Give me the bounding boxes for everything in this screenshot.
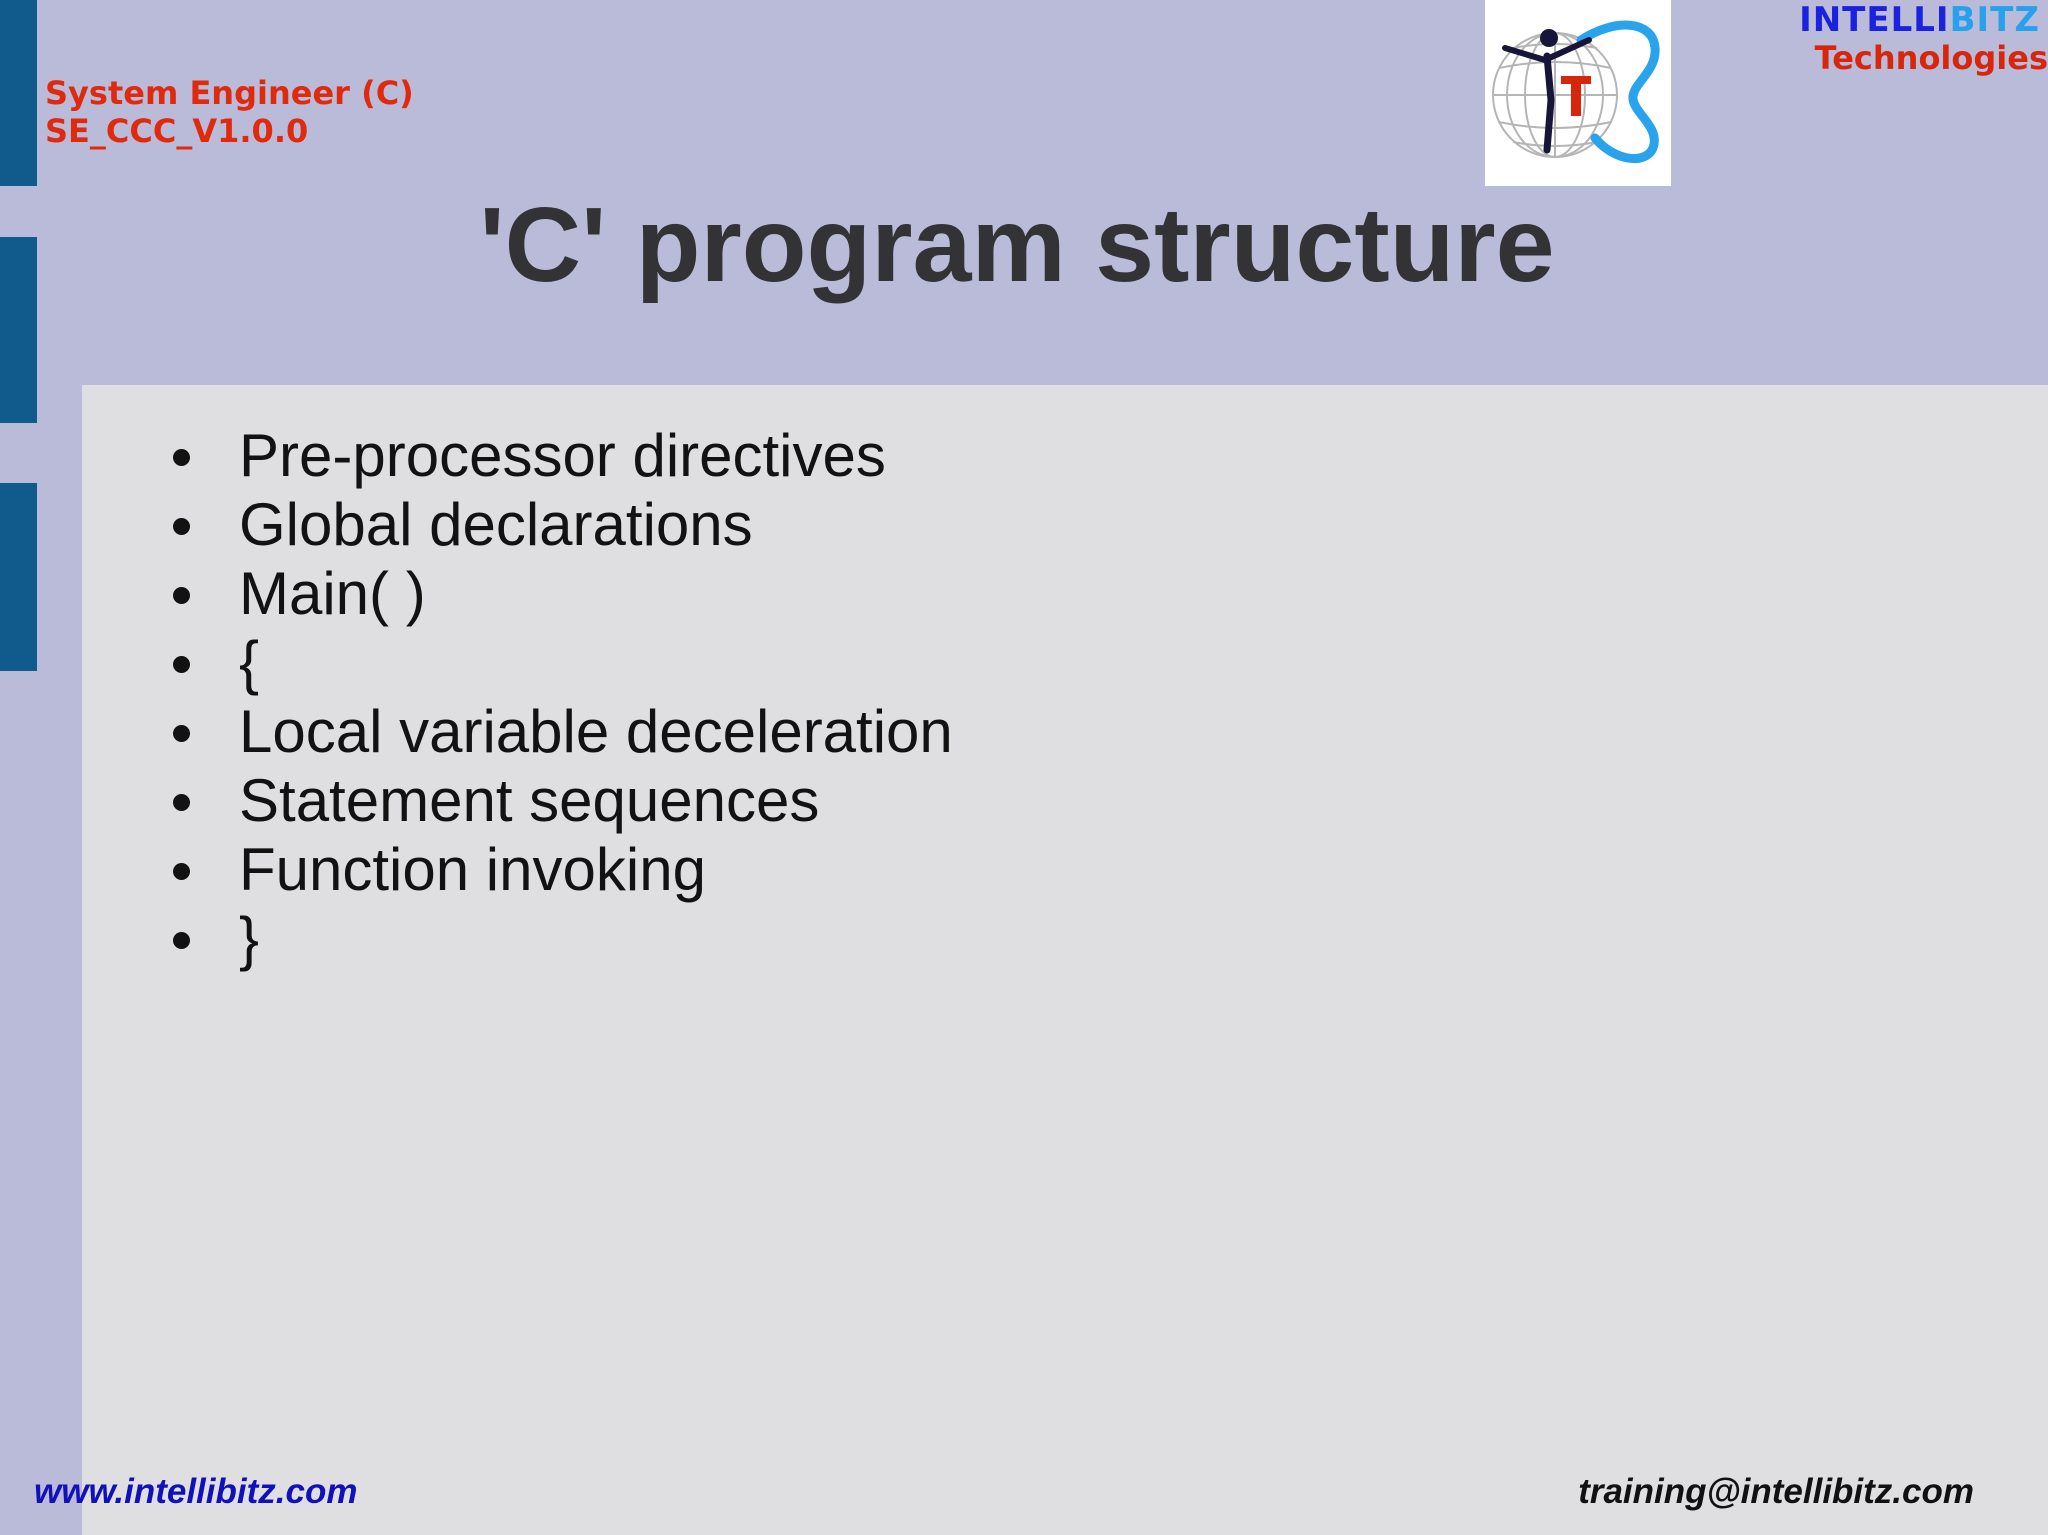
bullet-icon [173, 932, 190, 949]
bullet-icon [173, 794, 190, 811]
list-item [155, 904, 953, 973]
company-logo [1485, 0, 1671, 186]
bullet-text: Local variable deceleration [239, 698, 953, 765]
footer-website-link[interactable]: www.intellibitz.com [34, 1472, 358, 1511]
brand-name-part2: BITZ [1949, 0, 2040, 40]
course-name: System Engineer (C) [45, 74, 414, 112]
bullet-icon [173, 449, 190, 466]
course-code: SE_CCC_V1.0.0 [45, 112, 309, 150]
course-header [45, 74, 414, 150]
list-item [155, 766, 953, 835]
bullet-icon [173, 725, 190, 742]
list-item [155, 697, 953, 766]
brand-tagline: Technologies [1814, 39, 2048, 77]
list-item [155, 628, 953, 697]
bullet-icon [173, 863, 190, 880]
sidebar-decoration-top [0, 0, 37, 186]
slide-title-text: 'C' program structure [479, 186, 1555, 304]
bullet-list [155, 421, 953, 973]
sidebar-decoration-bottom [0, 483, 37, 671]
bullet-text: Statement sequences [239, 767, 820, 834]
slide-title [0, 185, 2048, 305]
list-item [155, 490, 953, 559]
list-item [155, 835, 953, 904]
bullet-text: Function invoking [239, 836, 706, 903]
list-item [155, 559, 953, 628]
globe-figure-logo-icon [1485, 0, 1671, 186]
brand-name-part1: INTELLI [1799, 0, 1950, 40]
list-item [155, 421, 953, 490]
brand-block [1728, 0, 2048, 76]
bullet-icon [173, 656, 190, 673]
brand-name [1728, 0, 2048, 40]
bullet-text: } [239, 905, 260, 972]
bullet-text: Pre-processor directives [239, 422, 886, 489]
bullet-text: { [239, 629, 260, 696]
footer-email[interactable]: training@intellibitz.com [1578, 1472, 1974, 1511]
bullet-icon [173, 518, 190, 535]
bullet-text: Main( ) [239, 560, 426, 627]
bullet-text: Global declarations [239, 491, 753, 558]
bullet-icon [173, 587, 190, 604]
logo-letter: T [1485, 0, 1486, 1]
